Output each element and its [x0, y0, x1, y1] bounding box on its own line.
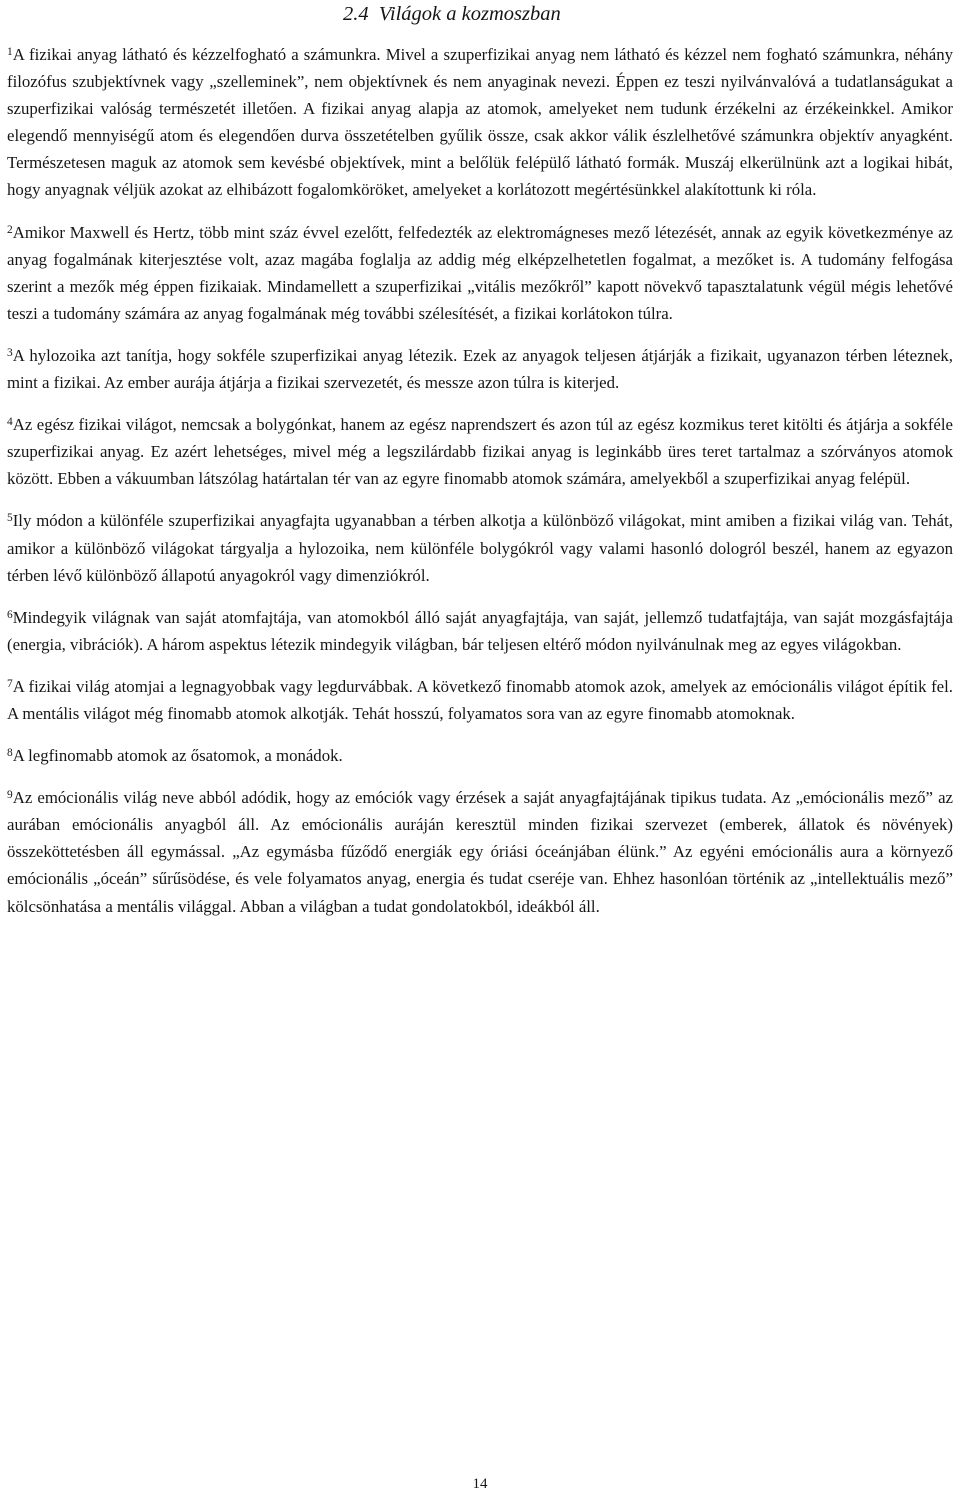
paragraph-text: Az egész fizikai világot, nemcsak a bolygónkat, hanem az egész naprendszert és azon túl az egész kozmikus teret kitölti és átjárja a sokféle szuperfizikai anyag. Ez azért lehetséges, mivel még a legszilárdabb fizikai anyag is leginkább üres teret tartalmaz a szórványos atomok között. Ebben a vákuumban látszólag határtalan tér van az egyre finomabb atomok számára, amelyekből a szuperfizikai anyag felépül. [7, 415, 953, 489]
paragraph-5 [7, 507, 953, 588]
body-text [7, 41, 953, 935]
paragraph-text: Amikor Maxwell és Hertz, több mint száz évvel ezelőtt, felfedezték az elektromágneses mező létezését, annak az egyik következménye az anyag fogalmának kiterjesztése volt, azaz magába foglalja az addig még elképzelhetetlen fogalmat, a mezőket is. A tudomány felfogása szerint a mezők még éppen fizikaiak. Mindamellett a szuperfizikai „vitális mezőkről” kapott növekvő tapasztalatunk végül mégis lehetővé teszi a tudomány számára az anyag fogalmának még további szélesítését, a fizikai korlátokon túlra. [7, 222, 953, 323]
paragraph-text: A legfinomabb atomok az ősatomok, a monádok. [12, 746, 343, 766]
page-footer [0, 1475, 960, 1493]
paragraph-number: 2 [7, 223, 13, 236]
paragraph-text: A fizikai világ atomjai a legnagyobbak vagy legdurvábbak. A következő finomabb atomok azok, amelyek az emócionális világot építik fel. A mentális világot még finomabb atomok alkotják. Tehát hosszú, folyamatos sora van az egyre finomabb atomoknak. [7, 676, 953, 723]
paragraph-text: Az emócionális világ neve abból adódik, hogy az emóciók vagy érzések a saját anyagfajtájának tipikus tudata. Az „emócionális mező” az aurában emócionális anyagból áll. Az emócionális auráján keresztül minden fizikai szervezet (emberek, állatok és növények) összeköttetésben áll egymással. „Az egymásba fűződő energiák egy óriási óceánjában élünk.” Az egyéni emócionális aura a környező emócionális „óceán” sűrűsödése, és vele folyamatos anyag, energia és tudat cseréje van. Ehhez hasonlóan történik az „intellektuális mező” kölcsönhatása a mentális világgal. Abban a világban a tudat gondolatokból, ideákból áll. [7, 788, 953, 916]
paragraph-7 [7, 673, 953, 727]
paragraph-number: 9 [7, 789, 13, 802]
page-number: 14 [472, 1476, 488, 1492]
paragraph-text: Ily módon a különféle szuperfizikai anyagfajta ugyanabban a térben alkotja a különböző világokat, mint amiben a fizikai világ van. Tehát, amikor a különböző világokat tárgyalja a hylozoika, nem különféle bolygókról vagy valami hasonló dologról beszél, hanem az egyazon térben lévő különböző állapotú anyagokról vagy dimenziókról. [7, 511, 953, 585]
paragraph-text: Mindegyik világnak van saját atomfajtája, van atomokból álló saját anyagfajtája, van saját, jellemző tudatfajtája, van saját mozgásfajtája (energia, vibrációk). A három aspektus létezik mindegyik világban, bár teljesen eltérő módon nyilvánulnak meg az egyes világokban. [7, 607, 953, 654]
paragraph-number: 6 [7, 608, 13, 621]
paragraph-2 [7, 219, 953, 327]
paragraph-6 [7, 604, 953, 658]
section-number: 2.4 [343, 3, 369, 25]
paragraph-8 [7, 742, 953, 769]
paragraph-4 [7, 411, 953, 492]
paragraph-3 [7, 342, 953, 396]
paragraph-number: 1 [7, 46, 13, 59]
paragraph-number: 7 [7, 678, 13, 691]
paragraph-9 [7, 784, 953, 919]
paragraph-number: 8 [7, 747, 13, 760]
paragraph-text: A hylozoika azt tanítja, hogy sokféle szuperfizikai anyag létezik. Ezek az anyagok teljesen átjárják a fizikait, ugyanazon térben léteznek, mint a fizikai. Az ember aurája átjárja a fizikai szervezetét, és messze azon túlra is kiterjed. [7, 345, 953, 393]
paragraph-number: 4 [7, 416, 13, 429]
paragraph-number: 3 [7, 347, 13, 360]
paragraph-text: A fizikai anyag látható és kézzelfogható a számunkra. Mivel a szuperfizikai anyag nem látható és kézzel nem fogható számunkra, néhány filozófus szubjektívnek vagy „szelleminek”, nem objektívnek és nem anyaginak nevezi. Éppen ez teszi nyilvánvalóvá a tudatlanságukat a szuperfizikai valóság természetét illetően. A fizikai anyag alapja az atomok, amelyeket nem tudunk érzékelni az érzékeinkkel. Amikor elegendő mennyiségű atom és elegendően durva összetételben gyűlik össze, csak akkor válik észlelhetővé számunkra objektív anyagként. Természetesen maguk az atomok sem kevésbé objektívek, mint a belőlük felépülő látható formák. Muszáj elkerülnünk azt a logikai hibát, hogy anyagnak véljük azokat az elhibázott fogalomköröket, amelyeket a korlátozott megértésünkkel alakítottunk ki róla. [7, 45, 953, 200]
paragraph-1 [7, 41, 953, 204]
section-title: Világok a kozmoszban [378, 3, 561, 25]
paragraph-number: 5 [7, 512, 13, 525]
section-header [343, 2, 561, 26]
